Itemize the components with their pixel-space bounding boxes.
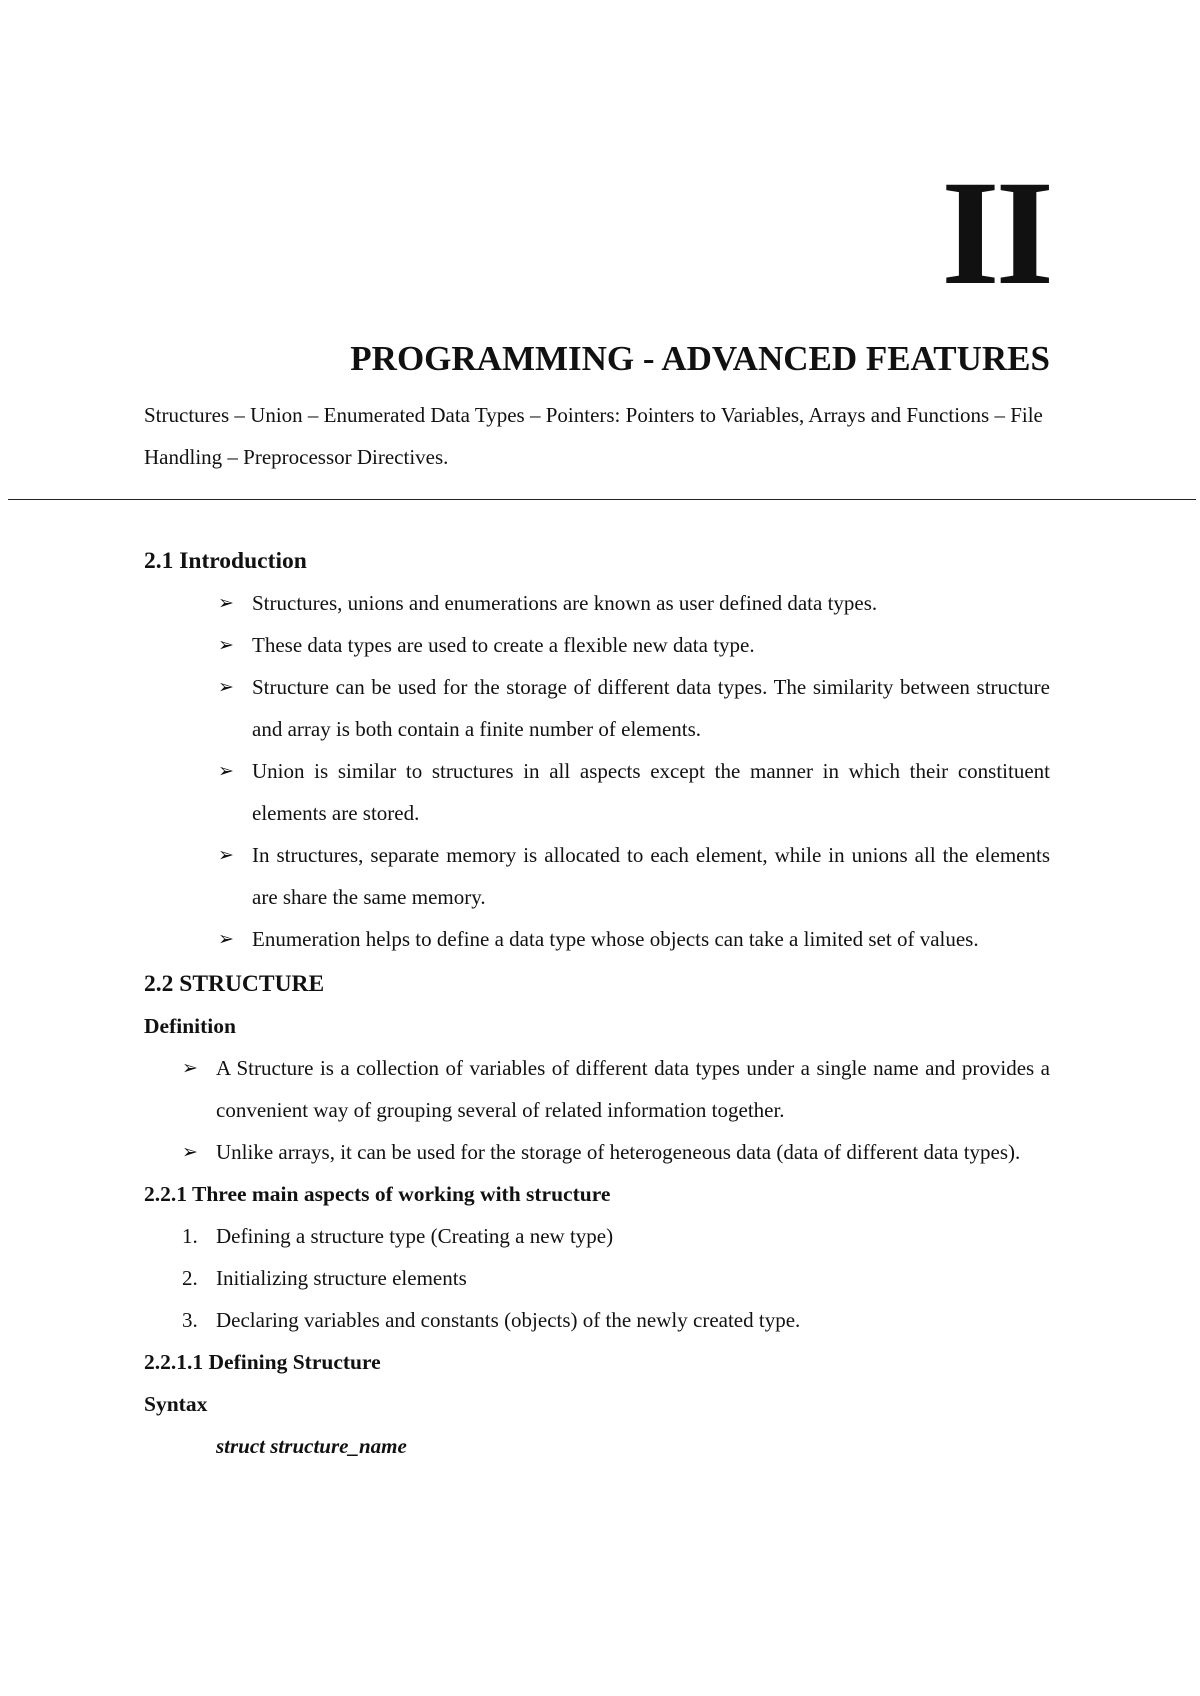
arrowhead-bullet-icon: ➢ xyxy=(218,760,234,782)
aspects-heading: 2.2.1 Three main aspects of working with structure xyxy=(144,1182,611,1206)
arrowhead-bullet-icon: ➢ xyxy=(218,844,234,866)
chapter-syllabus: Structures – Union – Enumerated Data Types – Pointers: Pointers to Variables, Arrays and Functions – File Handling – Preprocessor Directives. xyxy=(144,403,1043,469)
aspects-numbered-list xyxy=(144,1215,1050,1341)
list-item: ➢ These data types are used to create a flexible new data type. xyxy=(144,624,1050,666)
list-item: 1. Defining a structure type (Creating a new type) xyxy=(144,1215,1050,1257)
arrowhead-bullet-icon: ➢ xyxy=(218,676,234,698)
section-divider xyxy=(8,499,1196,500)
arrowhead-bullet-icon: ➢ xyxy=(218,634,234,656)
arrowhead-bullet-icon: ➢ xyxy=(218,928,234,950)
structure-heading: 2.2 STRUCTURE xyxy=(144,971,325,997)
list-item: 2. Initializing structure elements xyxy=(144,1257,1050,1299)
definition-label: Definition xyxy=(144,1014,236,1038)
list-item: ➢ Unlike arrays, it can be used for the storage of heterogeneous data (data of different data types). xyxy=(144,1131,1050,1173)
syntax-label: Syntax xyxy=(144,1392,208,1416)
list-item: ➢ Structures, unions and enumerations are known as user defined data types. xyxy=(144,582,1050,624)
arrowhead-bullet-icon: ➢ xyxy=(182,1057,198,1079)
intro-bullet-list xyxy=(144,582,1050,960)
intro-heading: 2.1 Introduction xyxy=(144,548,307,574)
list-item: ➢ In structures, separate memory is allocated to each element, while in unions all the elements are share the same memory. xyxy=(144,834,1050,918)
arrowhead-bullet-icon: ➢ xyxy=(218,592,234,614)
list-item: ➢ Enumeration helps to define a data type whose objects can take a limited set of values. xyxy=(144,918,1050,960)
defining-structure-heading: 2.2.1.1 Defining Structure xyxy=(144,1350,381,1374)
list-item: ➢ Union is similar to structures in all aspects except the manner in which their constituent elements are stored. xyxy=(144,750,1050,834)
list-number: 2. xyxy=(182,1266,198,1290)
arrowhead-bullet-icon: ➢ xyxy=(182,1141,198,1163)
definition-bullet-list xyxy=(144,1047,1050,1173)
chapter-title: PROGRAMMING - ADVANCED FEATURES xyxy=(350,339,1050,378)
list-item: ➢ A Structure is a collection of variables of different data types under a single name and provides a convenient way of grouping several of related information together. xyxy=(144,1047,1050,1131)
chapter-number: II xyxy=(941,150,1050,316)
list-number: 3. xyxy=(182,1308,198,1332)
list-item: 3. Declaring variables and constants (objects) of the newly created type. xyxy=(144,1299,1050,1341)
syntax-code-line: struct structure_name xyxy=(216,1434,407,1458)
list-number: 1. xyxy=(182,1224,198,1248)
page-content xyxy=(144,540,1050,1467)
list-item: ➢ Structure can be used for the storage of different data types. The similarity between structure and array is both contain a finite number of elements. xyxy=(144,666,1050,750)
